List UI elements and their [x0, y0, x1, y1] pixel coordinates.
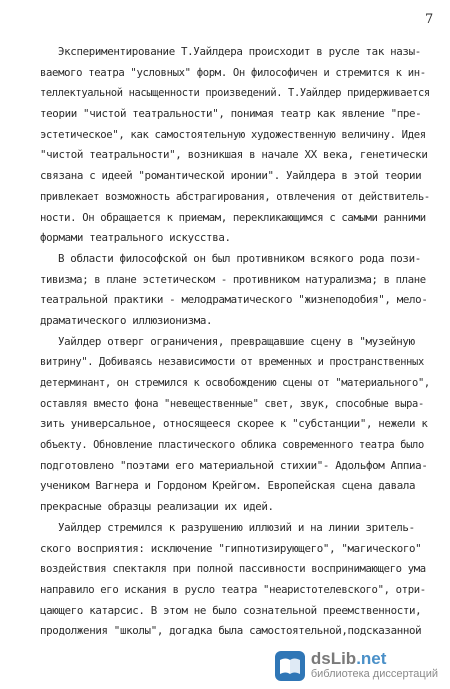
- text-line: "чистой театральности", возникшая в начале XX века, генетически: [40, 148, 428, 162]
- text-line: связана с идеей "романтической иронии". Уайлдера в этой теории: [40, 169, 422, 183]
- page-number: 7: [425, 12, 434, 27]
- text-line: Экспериментирование Т.Уайлдера происходит в русле так назы-: [58, 45, 421, 58]
- text-line: детерминант, он стремился к освобождению сцены от "материального",: [40, 377, 430, 389]
- watermark-brand-main: dsLib: [310, 649, 357, 668]
- text-line: В области философской он был противником всякого рода пози-: [58, 251, 421, 265]
- text-line: эстетическое", как самостоятельную художественную величину. Идея: [40, 128, 426, 141]
- text-line: учеником Вагнера и Гордоном Крейгом. Европейская сцена давала: [40, 479, 416, 493]
- text-line: витрину". Добиваясь независимости от временных и пространственных: [40, 356, 424, 369]
- text-line: теллектуальной насыщенности произведений. Т.Уайлдер придерживается: [40, 87, 430, 100]
- text-line: прекрасные образцы реализации их идей.: [40, 500, 274, 514]
- text-line: продолжения "школы", догадка была самостоятельной,подсказанной: [40, 624, 422, 638]
- text-line: цающего катарсис. В этом не было сознательной преемственности,: [40, 603, 422, 617]
- text-line: ности. Он обращается к приемам, перекликающимся с самыми ранними: [40, 211, 426, 224]
- body-text: [40, 42, 430, 642]
- text-line: оставляя вместо фона "невещественные" свет, звук, способные выра-: [40, 397, 424, 410]
- text-line: воздействия спектакля при полной пассивности воспринимающего ума: [40, 563, 426, 576]
- text-line: тивизма; в плане эстетическом - противником натурализма; в плане: [40, 273, 426, 286]
- text-line: объекту. Обновление пластического облика современного театра было: [40, 439, 424, 452]
- text-line: Уайлдер стремился к разрушению иллюзий и на линии зритель-: [58, 520, 415, 534]
- open-book-icon: [275, 651, 305, 681]
- watermark-brand: [311, 650, 387, 668]
- watermark-brand-tld: .net: [356, 649, 387, 668]
- watermark: [275, 650, 438, 681]
- text-line: теории "чистой театральности", понимая театр как явление "пре-: [40, 107, 422, 121]
- watermark-text: [311, 650, 438, 681]
- text-line: Уайлдер отверг ограничения, превращавшие сцену в "музейную: [58, 334, 415, 348]
- text-line: подготовлено "поэтами его материальной стихии"- Адольфом Аппиа-: [40, 458, 428, 472]
- text-line: привлекает возможность абстрагирования, отвлечения от действитель-: [40, 190, 430, 203]
- text-line: зить универсальное, относящееся скорее к "субстанции", нежели к: [40, 417, 428, 431]
- text-line: театральной практики - мелодраматического "жизнеподобия", мело-: [40, 293, 428, 307]
- text-line: направило его искания в русло театра "неаристотелевского", отри-: [40, 583, 426, 596]
- text-line: драматического иллюзионизма.: [40, 313, 213, 327]
- open-book-icon-graphic: [279, 657, 301, 675]
- watermark-caption: библиотека диссертаций: [310, 668, 438, 680]
- text-line: ваемого театра "условных" форм. Он философичен и стремится к ин-: [40, 66, 426, 79]
- text-line: формами театрального искусства.: [40, 231, 231, 245]
- text-line: ского восприятия: исключение "гипнотизирующего", "магического": [40, 541, 422, 555]
